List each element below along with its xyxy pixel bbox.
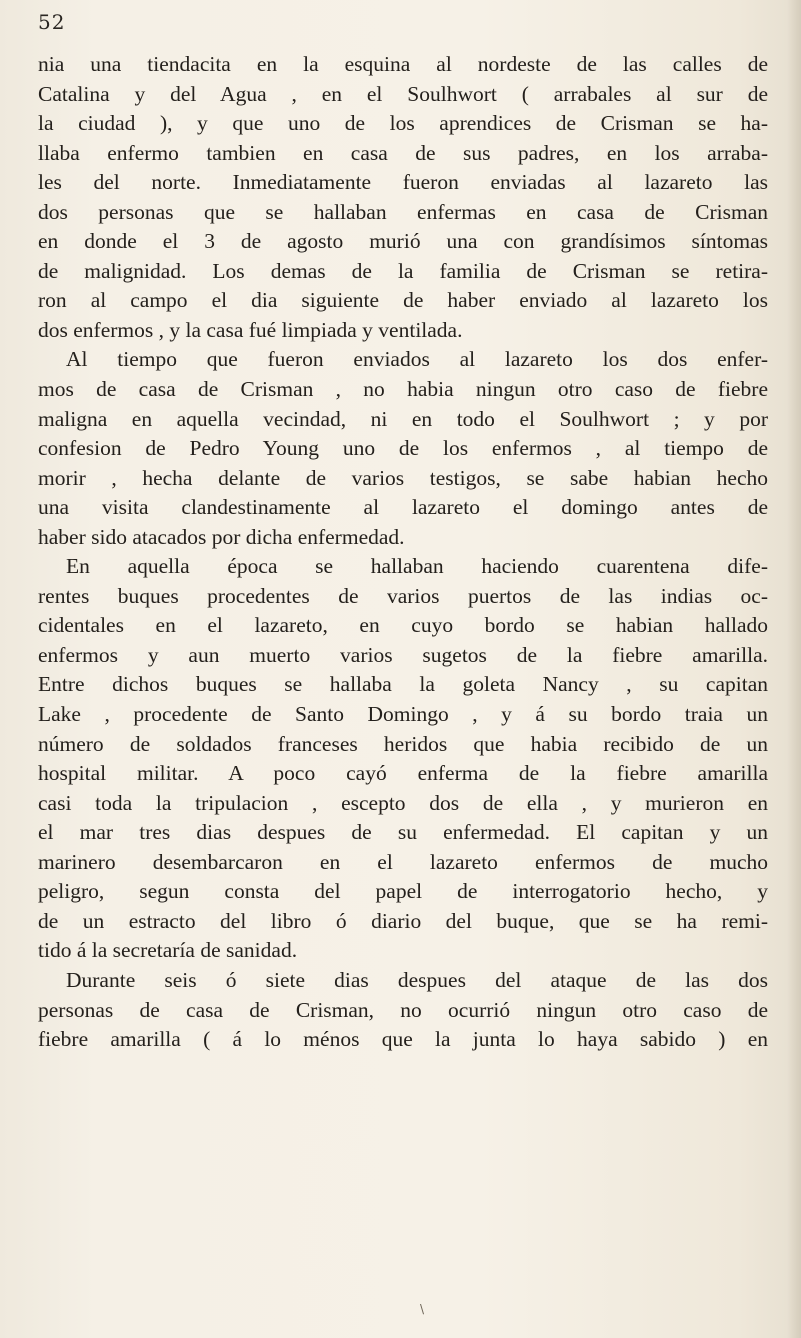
text-line: Entre dichos buques se hallaba la goleta Nancy , su capitan — [38, 672, 768, 697]
text-line: Al tiempo que fueron enviados al lazareto los dos enfer- — [66, 347, 768, 372]
text-line: cidentales en el lazareto, en cuyo bordo se habian hallado — [38, 613, 768, 638]
body-text — [38, 50, 768, 1055]
text-line: fiebre amarilla ( á lo ménos que la junta lo haya sabido ) en — [38, 1027, 768, 1052]
text-line: nia una tiendacita en la esquina al nordeste de las calles de — [38, 52, 768, 76]
text-line: peligro, segun consta del papel de interrogatorio hecho, y — [38, 879, 768, 904]
text-line: morir , hecha delante de varios testigos, se sabe habian hecho — [38, 465, 768, 490]
text-line: tido á la secretaría de sanidad. — [38, 938, 298, 963]
text-line: rentes buques procedentes de varios puertos de las indias oc- — [38, 583, 768, 608]
stray-print-mark: \ — [420, 1302, 425, 1316]
text-line: una visita clandestinamente al lazareto el domingo antes de — [38, 495, 768, 520]
text-line: hospital militar. A poco cayó enferma de la fiebre amarilla — [38, 761, 768, 786]
text-line: ron al campo el dia siguiente de haber enviado al lazareto los — [38, 288, 768, 313]
text-line: de malignidad. Los demas de la familia de Crisman se retira- — [38, 258, 768, 283]
text-line: mos de casa de Crisman , no habia ningun otro caso de fiebre — [38, 377, 768, 402]
page-edge-shadow — [787, 0, 801, 1338]
text-line: personas de casa de Crisman, no ocurrió ningun otro caso de — [38, 997, 768, 1022]
text-line: la ciudad ), y que uno de los aprendices de Crisman se ha- — [38, 111, 768, 136]
text-line: enfermos y aun muerto varios sugetos de la fiebre amarilla. — [38, 642, 768, 667]
text-line: casi toda la tripulacion , escepto dos de ella , y murieron en — [38, 790, 768, 815]
text-line: les del norte. Inmediatamente fueron enviadas al lazareto las — [38, 170, 768, 195]
text-line: llaba enfermo tambien en casa de sus padres, en los arraba- — [38, 140, 768, 165]
text-line: haber sido atacados por dicha enfermedad. — [38, 524, 405, 549]
text-line: el mar tres dias despues de su enfermedad. El capitan y un — [38, 820, 768, 845]
text-line: dos personas que se hallaban enfermas en casa de Crisman — [38, 199, 768, 224]
text-line: en donde el 3 de agosto murió una con grandísimos síntomas — [38, 229, 768, 254]
text-line: maligna en aquella vecindad, ni en todo el Soulhwort ; y por — [38, 406, 768, 431]
page-number: 52 — [38, 10, 66, 34]
text-line: Catalina y del Agua , en el Soulhwort ( arrabales al sur de — [38, 81, 768, 106]
text-line: Durante seis ó siete dias despues del ataque de las dos — [66, 967, 768, 992]
text-line: En aquella época se hallaban haciendo cuarentena dife- — [66, 554, 768, 579]
text-line: confesion de Pedro Young uno de los enfermos , al tiempo de — [38, 436, 768, 461]
text-line: Lake , procedente de Santo Domingo , y á su bordo traia un — [38, 702, 768, 727]
text-line: dos enfermos , y la casa fué limpiada y ventilada. — [38, 317, 463, 342]
text-line: número de soldados franceses heridos que habia recibido de un — [38, 731, 768, 756]
text-line: marinero desembarcaron en el lazareto enfermos de mucho — [38, 849, 768, 874]
text-line: de un estracto del libro ó diario del buque, que se ha remi- — [38, 908, 768, 933]
